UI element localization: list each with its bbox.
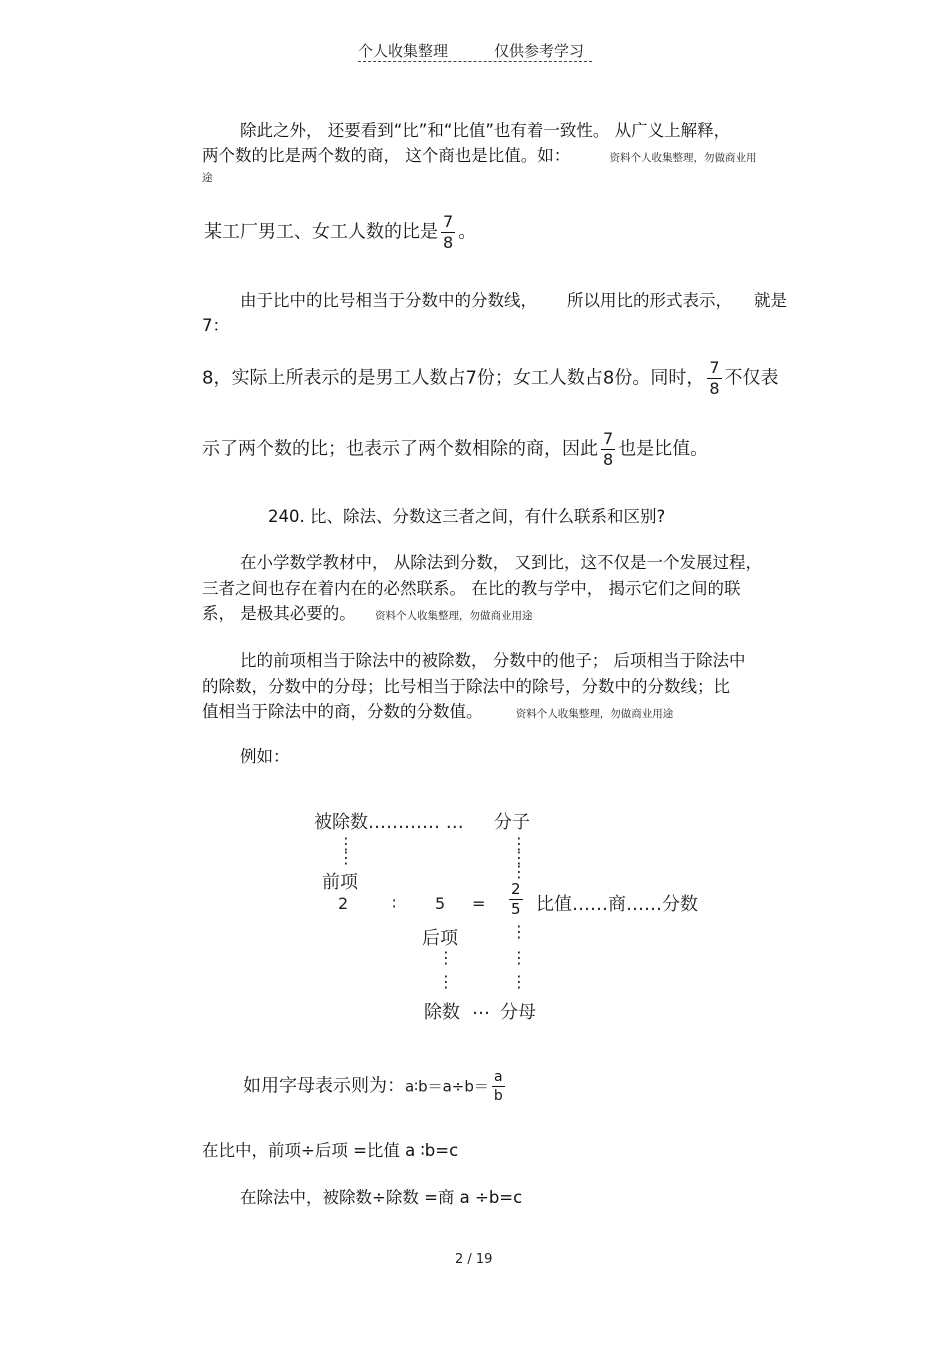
diagram-five: 5: [435, 894, 446, 913]
vdots-icon: ⋮: [438, 948, 454, 967]
formula-expr: a∶b＝a÷b＝: [405, 1077, 489, 1096]
fraction-7-8-b: [707, 360, 721, 397]
example1: [204, 214, 476, 251]
diagram-ratio-value: 比值……商……分数: [536, 894, 698, 915]
formula-line: [243, 1070, 508, 1103]
para1-note-cont: 途: [202, 172, 213, 184]
header-divider: [358, 61, 592, 62]
para4-line3: [202, 699, 673, 727]
fraction-7-8: [441, 214, 455, 251]
header-left: 个人收集整理: [358, 42, 449, 60]
diagram-dividend: 被除数………… …: [314, 812, 464, 833]
diagram-equals: =: [472, 894, 486, 913]
para4-line3-text: 值相当于除法中的商，分数的分数值。: [202, 702, 483, 721]
diagram-divisor: 除数: [424, 1002, 460, 1023]
para1-line2: [202, 143, 757, 171]
para4-line2: 的除数，分数中的分母；比号相当于除法中的除号，分数中的分数线；比: [202, 677, 730, 696]
diagram-numerator: 分子: [494, 812, 530, 833]
section-title: 240. 比、除法、分数这三者之间，有什么联系和区别?: [268, 507, 666, 526]
example2-text2-end: 也是比值。: [618, 438, 709, 460]
diagram-denominator: 分母: [500, 1002, 536, 1023]
vdots-icon: ⋮: [338, 848, 354, 867]
vdots-icon: ⋮: [511, 922, 527, 941]
frac-den: b: [493, 1088, 503, 1104]
para3-note: 资料个人收集整理，勿做商业用途: [375, 610, 533, 622]
ratio-line: 在比中，前项÷后项 =比值 a ∶b=c: [202, 1141, 459, 1160]
para2-part-c: 就是: [754, 291, 787, 310]
example2-line1: [202, 360, 779, 397]
para1-line2-text: 两个数的比是两个数的商， 这个商也是比值。如：: [202, 146, 571, 165]
fraction-a-b: [492, 1070, 505, 1103]
diagram-back-term: 后项: [422, 928, 458, 949]
page-number: 2 / 19: [455, 1252, 493, 1267]
diagram-dots: …: [472, 998, 490, 1019]
example2-text2: 示了两个数的比；也表示了两个数相除的商，因此: [202, 438, 598, 460]
example2-text1-end: 不仅表: [724, 367, 779, 389]
para2-line2: 7：: [202, 316, 229, 335]
frac-den: 8: [709, 379, 720, 398]
ratio-diagram: [300, 800, 720, 1030]
para1-line1: 除此之外， 还要看到“比”和“比值”也有着一致性。 从广义上解释，: [240, 121, 731, 140]
frac-num: a: [494, 1069, 503, 1085]
example2-line2: [202, 431, 708, 468]
para2-part-b: 所以用比的形式表示，: [567, 291, 732, 310]
formula-prefix: 如用字母表示则为：: [243, 1075, 405, 1097]
frac-den: 8: [603, 450, 614, 469]
frac-num: 7: [603, 429, 614, 448]
vdots-icon: ⋮: [511, 862, 527, 881]
example1-text: 某工厂男工、女工人数的比是: [204, 221, 438, 243]
page-header: [358, 40, 584, 61]
para3-line1: 在小学数学教材中， 从除法到分数， 又到比，这不仅是一个发展过程，: [240, 553, 762, 572]
para3-line2: 三者之间也存在着内在的必然联系。 在比的教与学中， 揭示它们之间的联: [202, 579, 741, 598]
vdots-icon: ⋮: [511, 972, 527, 991]
vdots-icon: ⋮: [338, 834, 354, 853]
example-label: 例如：: [240, 747, 290, 766]
para1-note: 资料个人收集整理，勿做商业用: [609, 152, 757, 164]
example1-end: 。: [458, 221, 477, 243]
diagram-colon: ∶: [392, 894, 397, 913]
diagram-front-term: 前项: [322, 872, 358, 893]
fraction-7-8-c: [601, 431, 615, 468]
example2-text1: 8，实际上所表示的是男工人数占7份；女工人数占8份。同时，: [202, 367, 705, 389]
frac-num: 2: [511, 880, 521, 898]
para2-part-a: 由于比中的比号相当于分数中的分数线，: [240, 291, 537, 310]
diagram-two: 2: [338, 894, 349, 913]
vdots-icon: ⋮: [511, 948, 527, 967]
header-right: 仅供参考学习: [494, 42, 585, 60]
para2-line1: [240, 288, 787, 314]
vdots-icon: ⋮: [511, 834, 527, 853]
vdots-icon: ⋮: [438, 972, 454, 991]
fraction-2-5: [509, 882, 523, 917]
para4-note: 资料个人收集整理，勿做商业用途: [515, 708, 674, 720]
para3-line3-text: 系， 是极其必要的。: [202, 604, 356, 623]
vdots-icon: ⋮: [511, 848, 527, 867]
frac-num: 7: [709, 358, 720, 377]
division-line: 在除法中，被除数÷除数 =商 a ÷b=c: [240, 1188, 523, 1207]
frac-den: 5: [511, 900, 521, 918]
frac-den: 8: [443, 233, 454, 252]
para4-line1: 比的前项相当于除法中的被除数， 分数中的他子； 后项相当于除法中: [240, 651, 746, 670]
diagram-fraction: [506, 882, 526, 917]
frac-num: 7: [443, 212, 454, 231]
para3-line3: [202, 601, 533, 629]
